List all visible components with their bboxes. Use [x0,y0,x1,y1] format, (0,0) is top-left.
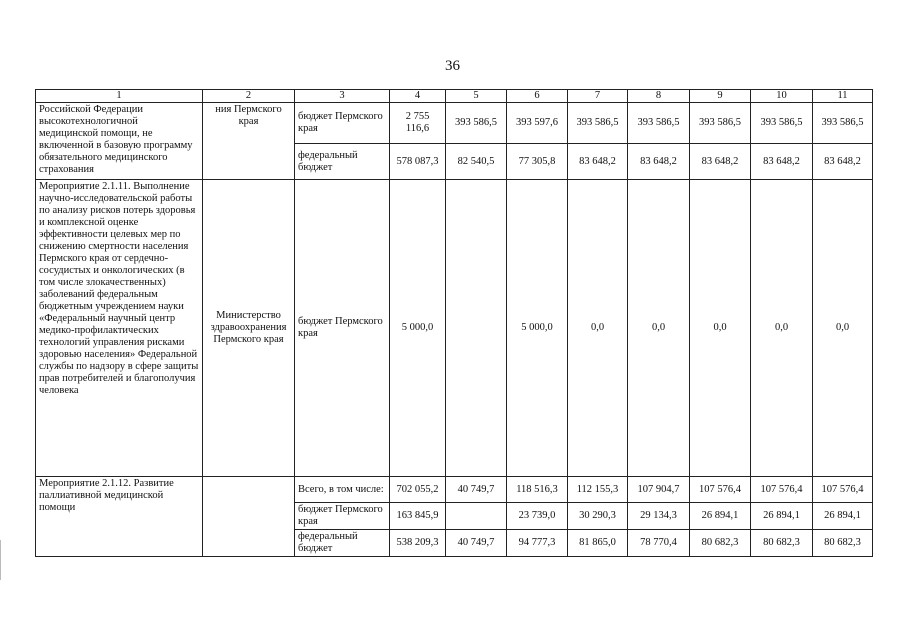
value-cell [446,180,507,477]
col-header: 4 [390,90,446,103]
value-cell: 78 770,4 [628,530,690,557]
measure-cell: Мероприятие 2.1.12. Развитие паллиативной медицинской помощи [36,477,203,557]
value-cell: 0,0 [690,180,751,477]
page-number: 36 [445,58,460,74]
value-cell: 83 648,2 [568,144,628,180]
value-cell: 94 777,3 [507,530,568,557]
value-cell: 107 576,4 [813,477,873,503]
value-cell: 393 597,6 [507,103,568,144]
value-cell: 393 586,5 [813,103,873,144]
source-cell: федеральный бюджет [295,144,390,180]
measure-cell: Российской Федерации высокотехнологичной медицинской помощи, не включенной в базовую программу обязательного медицинского страхования [36,103,203,180]
source-cell: бюджет Пермского края [295,180,390,477]
value-cell: 393 586,5 [568,103,628,144]
value-cell: 393 586,5 [628,103,690,144]
col-header: 9 [690,90,751,103]
col-header: 8 [628,90,690,103]
value-cell: 393 586,5 [690,103,751,144]
scan-edge-mark [0,540,1,580]
value-cell: 80 682,3 [690,530,751,557]
value-cell: 112 155,3 [568,477,628,503]
value-cell: 40 749,7 [446,477,507,503]
table-row [36,103,873,144]
executor-cell: ния Пермского края [203,103,295,180]
value-cell: 30 290,3 [568,503,628,530]
table-row [36,180,873,477]
value-cell: 83 648,2 [690,144,751,180]
value-cell: 26 894,1 [813,503,873,530]
value-cell: 26 894,1 [751,503,813,530]
col-header: 10 [751,90,813,103]
value-cell: 83 648,2 [628,144,690,180]
value-cell: 0,0 [751,180,813,477]
value-cell: 0,0 [628,180,690,477]
executor-cell [203,477,295,557]
value-cell: 40 749,7 [446,530,507,557]
executor-cell: Министерство здравоохранения Пермского края [203,180,295,477]
budget-table [35,89,873,557]
value-cell: 82 540,5 [446,144,507,180]
source-cell: бюджет Пермского края [295,103,390,144]
value-cell: 163 845,9 [390,503,446,530]
col-header: 11 [813,90,873,103]
value-cell: 80 682,3 [813,530,873,557]
value-cell: 29 134,3 [628,503,690,530]
source-cell: федеральный бюджет [295,530,390,557]
value-cell: 83 648,2 [751,144,813,180]
value-cell: 702 055,2 [390,477,446,503]
column-number-row [36,90,873,103]
value-cell: 118 516,3 [507,477,568,503]
value-cell: 80 682,3 [751,530,813,557]
value-cell: 77 305,8 [507,144,568,180]
value-cell: 5 000,0 [507,180,568,477]
col-header: 7 [568,90,628,103]
col-header: 1 [36,90,203,103]
measure-cell: Мероприятие 2.1.11. Выполнение научно-исследовательской работы по анализу рисков потерь здоровья и комплексной оценке эффективности целевых мер по снижению смертности населения Пермского края от сердечно-сосудистых и онкологических (в том числе злокачественных) заболеваний федеральным бюджетным учреждением науки «Федеральный научный центр медико-профилактических технологий управления рисками здоровью населения» Федеральной службы по надзору в сфере защиты прав потребителей и благополучия человека [36,180,203,477]
source-cell: Всего, в том числе: [295,477,390,503]
col-header: 6 [507,90,568,103]
value-cell: 538 209,3 [390,530,446,557]
value-cell: 23 739,0 [507,503,568,530]
col-header: 3 [295,90,390,103]
value-cell: 393 586,5 [751,103,813,144]
value-cell: 393 586,5 [446,103,507,144]
col-header: 5 [446,90,507,103]
value-cell: 107 576,4 [751,477,813,503]
value-cell: 107 904,7 [628,477,690,503]
value-cell: 26 894,1 [690,503,751,530]
value-cell: 2 755 116,6 [390,103,446,144]
value-cell: 578 087,3 [390,144,446,180]
col-header: 2 [203,90,295,103]
value-cell: 81 865,0 [568,530,628,557]
value-cell: 0,0 [568,180,628,477]
value-cell: 83 648,2 [813,144,873,180]
value-cell: 107 576,4 [690,477,751,503]
value-cell [446,503,507,530]
value-cell: 5 000,0 [390,180,446,477]
table-row [36,477,873,503]
source-cell: бюджет Пермского края [295,503,390,530]
value-cell: 0,0 [813,180,873,477]
